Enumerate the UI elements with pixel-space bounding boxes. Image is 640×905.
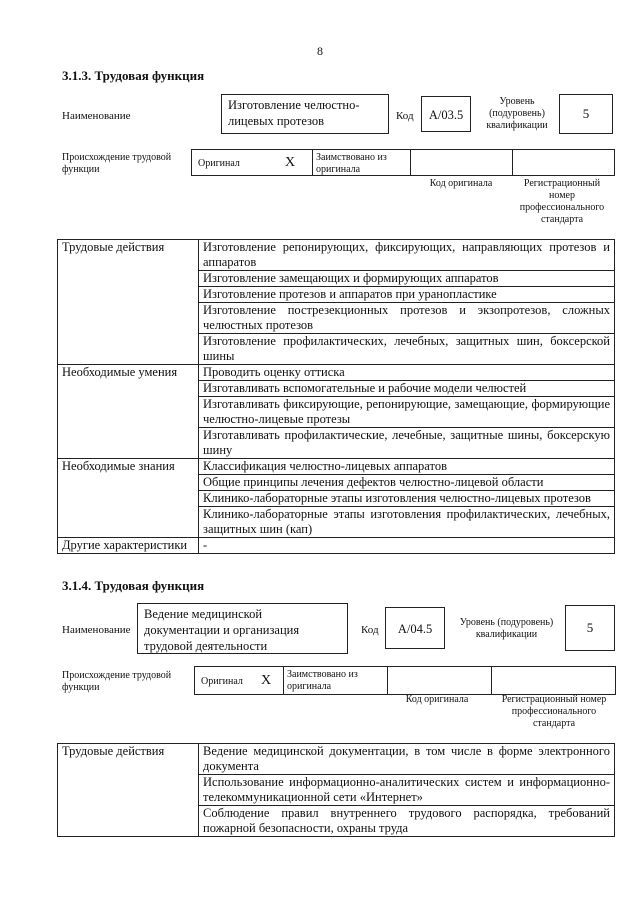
borrowed-label: Заимствовано из оригинала [316,152,387,175]
table-cell: Ведение медицинской документации, в том числе в форме электронного документа [199,744,615,775]
level-value: 5 [559,94,613,134]
divider [410,150,411,175]
original-mark: X [285,155,296,170]
origin-code-label: Код оригинала [429,178,493,189]
divider [387,667,388,694]
code-value: A/03.5 [421,96,471,132]
table-cell: Клинико-лабораторные этапы изготовления профилактических, лечебных, защитных шин (кап) [199,507,615,538]
row-head: Необходимые умения [58,365,199,459]
name-value: Ведение медицинской документации и организация трудовой деятельности [137,603,348,654]
reg-number-label: Регистрационный номер профессионального стандарта [519,178,605,225]
table-cell: Общие принципы лечения дефектов челюстно-лицевой области [199,475,615,491]
code-value: A/04.5 [385,607,445,649]
original-label: Оригинал [201,676,243,687]
table-cell: Проводить оценку оттиска [199,365,615,381]
table-cell: Классификация челюстно-лицевых аппаратов [199,459,615,475]
table-cell: - [199,538,615,554]
name-label: Наименование [62,110,131,122]
row-head: Трудовые действия [58,240,199,365]
row-head: Трудовые действия [58,744,199,837]
divider [283,667,284,694]
origin-code-label: Код оригинала [405,694,469,705]
origin-table [194,666,616,695]
level-value: 5 [565,605,615,651]
table-cell: Изготовление замещающих и формирующих аппаратов [199,271,615,287]
table-cell: Использование информационно-аналитических систем и информационно-телекоммуникационной сети «Интернет» [199,775,615,806]
table-cell: Изготовление репонирующих, фиксирующих, направляющих протезов и аппаратов [199,240,615,271]
original-mark: X [261,673,272,688]
origin-table [191,149,615,176]
divider [512,150,513,175]
code-label: Код [396,110,414,122]
level-label: Уровень (подуровень) квалификации [459,617,554,640]
table-cell: Изготавливать фиксирующие, репонирующие, замещающие, формирующие челюстно-лицевые протезы [199,397,615,428]
borrowed-label: Заимствовано из оригинала [287,669,358,692]
original-label: Оригинал [198,158,240,169]
origin-label: Происхождение трудовой функции [62,670,172,693]
page-number: 8 [317,44,323,58]
code-label: Код [361,624,379,636]
section-title: 3.1.4. Трудовая функция [62,578,205,593]
function-table [57,239,615,554]
divider [312,150,313,175]
function-table [57,743,615,837]
table-cell: Соблюдение правил внутреннего трудового распорядка, требований пожарной безопасности, охраны труда [199,806,615,837]
table-cell: Клинико-лабораторные этапы изготовления челюстно-лицевых протезов [199,491,615,507]
row-head: Другие характеристики [58,538,199,554]
section-title: 3.1.3. Трудовая функция [62,68,205,83]
row-head: Необходимые знания [58,459,199,538]
name-label: Наименование [62,624,131,636]
table-cell: Изготавливать вспомогательные и рабочие модели челюстей [199,381,615,397]
reg-number-label: Регистрационный номер профессионального стандарта [501,694,607,729]
table-cell: Изготовление пострезекционных протезов и экзопротезов, сложных челюстных протезов [199,303,615,334]
origin-label: Происхождение трудовой функции [62,152,172,175]
name-value: Изготовление челюстно-лицевых протезов [221,94,389,134]
divider [491,667,492,694]
table-cell: Изготавливать профилактические, лечебные, защитные шины, боксерскую шину [199,428,615,459]
table-cell: Изготовление протезов и аппаратов при уранопластике [199,287,615,303]
table-cell: Изготовление профилактических, лечебных, защитных шин, боксерской шины [199,334,615,365]
level-label: Уровень (подуровень) квалификации [486,96,548,131]
